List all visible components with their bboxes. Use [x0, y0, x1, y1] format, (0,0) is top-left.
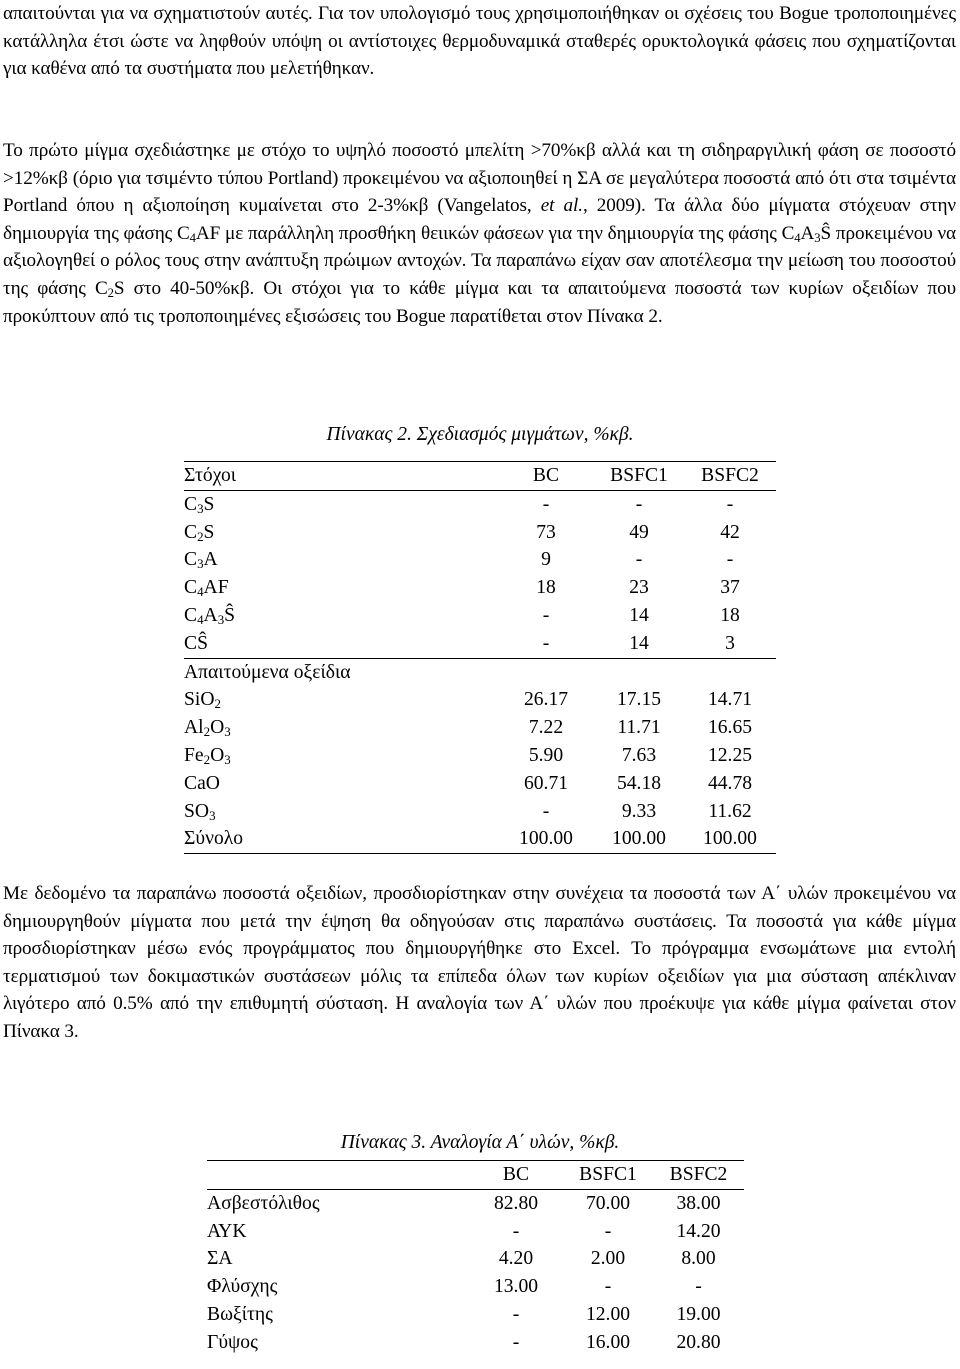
value-cell: 7.63: [621, 744, 657, 766]
subscript: 2: [107, 286, 114, 301]
phase-label: $C_3A$: [184, 549, 218, 572]
value-cell: 82.80: [493, 1192, 539, 1214]
value-cell: 7.22: [528, 717, 564, 739]
phase-label: CŜ: [184, 630, 498, 658]
text-run: A: [800, 222, 815, 244]
paragraph-mix-design: [3, 137, 956, 330]
value-cell: 14.20: [676, 1220, 721, 1242]
table-row: [207, 1245, 744, 1273]
value-cell: 3: [684, 630, 776, 658]
table-row: [207, 1189, 744, 1217]
paragraph-bogue-intro: [3, 0, 956, 83]
value-cell: 5.90: [528, 744, 564, 766]
total-label: Σύνολο: [184, 825, 498, 853]
phase-label: $C_4AF$: [184, 577, 229, 600]
table-row: [207, 1329, 744, 1357]
value-cell: -: [604, 1276, 612, 1298]
material-label: ΑΥΚ: [207, 1220, 247, 1242]
value-cell: 37: [720, 577, 740, 599]
oxide-label: $SO_3$: [184, 800, 216, 823]
material-label: ΣΑ: [207, 1248, 233, 1270]
table-row: [184, 770, 776, 798]
value-cell: 8.00: [681, 1248, 716, 1270]
value-cell: 17.15: [616, 689, 662, 711]
value-cell: 11.62: [708, 800, 752, 822]
value-cell: 9: [541, 549, 551, 571]
value-cell: 49: [629, 521, 649, 543]
table-row: [184, 742, 776, 770]
table2-mix-design: [184, 461, 776, 854]
value-cell: 20.80: [676, 1331, 721, 1353]
value-cell: 11.71: [617, 717, 661, 739]
table-header-row: [207, 1161, 744, 1190]
phase-label: $C_4A_3Ŝ$: [184, 604, 236, 628]
value-cell: -: [512, 1303, 520, 1325]
oxide-label: $Al_2O_3$: [184, 717, 231, 740]
table3-caption: Πίνακας 3. Αναλογία Α΄ υλών, %κβ.: [340, 1132, 620, 1153]
value-cell: -: [635, 493, 643, 515]
section-label: Απαιτούμενα οξείδια: [184, 661, 351, 683]
value-cell: -: [542, 604, 550, 626]
subscript: 3: [814, 230, 821, 245]
value-cell: 44.78: [707, 772, 753, 794]
table-row: [184, 630, 776, 658]
table-row: [184, 519, 776, 547]
value-cell: 19.00: [676, 1303, 721, 1325]
value-cell: -: [604, 1220, 612, 1242]
text-run: Το πρώτο μίγμα σχεδιάστηκε με στόχο το υψηλό ποσοστό μπελίτη >70%κβ αλλά και τη σιδηραργιλική φάση σε ποσοστό >12%κβ (όριο για τσιμέντο τύπου Portland) προκειμένου να αξιοποιηθεί η ΣΑ σε μεγαλύτερα ποσοστά από ότι στα τσιμέντα Portland όπου η αξιοποίηση κυμαίνεται στο 2-3%κβ (Vangelatos,: [3, 140, 956, 217]
material-label: Φλύσχης: [207, 1276, 278, 1298]
value-cell: 12.25: [707, 744, 753, 766]
value-cell: 2.00: [590, 1248, 626, 1270]
table2-caption: Πίνακας 2. Σχεδιασμός μιγμάτων, %κβ.: [326, 424, 634, 445]
table-row: [184, 602, 776, 630]
paragraph-raw-materials: Με δεδομένο τα παραπάνω ποσοστά οξειδίων, προσδιορίστηκαν στην συνέχεια τα ποσοστά των Α΄ υλών προκειμένου να δημιουργηθούν μίγματα που μετά την έψηση θα οδηγούσαν στις παραπάνω συστάσεις. Τα ποσοστά για κάθε μίγμα προσδιορίστηκαν μέσω ενός προγράμματος που δημιουργήθηκε στο Excel. Το πρόγραμμα ενσωμάτωνε μια εντολή τερματισμού των δοκιμαστικών συστάσεων μόλις τα επίπεδα όλων των κυρίων οξειδίων για μια σύσταση απέκλιναν λιγότερο από 0.5% από την επιθυμητή σύσταση. Η αναλογία των Α΄ υλών που προέκυψε για κάθε μίγμα φαίνεται στον Πίνακα 3.: [3, 883, 956, 1042]
header-cell: BC: [469, 1161, 563, 1190]
value-cell: -: [635, 549, 643, 571]
section-row: [184, 658, 776, 686]
value-cell: -: [512, 1220, 520, 1242]
header-cell: BSFC1: [594, 462, 684, 491]
value-cell: -: [726, 549, 734, 571]
material-label: Γύψος: [207, 1331, 258, 1353]
value-cell: 16.65: [707, 717, 753, 739]
value-cell: 100.00: [594, 825, 684, 853]
table-header-row: [184, 462, 776, 491]
value-cell: 18: [536, 577, 556, 599]
value-cell: -: [512, 1331, 520, 1353]
paragraph-text: απαιτούνται για να σχηματιστούν αυτές. Για τον υπολογισμό τους χρησιμοποιήθηκαν οι σχέσεις του Bogue τροποποιημένες κατάλληλα έτσι ώστε να ληφθούν υπόψη οι αντίστοιχες θερμοδυναμικά σταθερές ορυκτολογικά φάσεις που σχηματίζονται για καθένα από τα συστήματα που μελετήθηκαν.: [3, 3, 956, 80]
subscript: 4: [189, 230, 196, 245]
table-row: [184, 574, 776, 602]
value-cell: 54.18: [616, 772, 662, 794]
material-label: Βωξίτης: [207, 1303, 273, 1325]
value-cell: -: [726, 493, 734, 515]
phase-label: $C_2S$: [184, 521, 215, 544]
value-cell: 26.17: [523, 689, 569, 711]
value-cell: 14: [629, 604, 649, 626]
subscript: 4: [794, 230, 801, 245]
header-cell: BSFC1: [563, 1161, 653, 1190]
oxide-label: $Fe_2O_3$: [184, 744, 231, 768]
header-cell: [207, 1161, 469, 1190]
value-cell: 14.71: [707, 689, 753, 711]
table-row: [207, 1301, 744, 1329]
et-al-italic: et al.: [540, 195, 583, 217]
text-run: , 2009). Τα άλλα δύο μίγματα στόχευαν στην δημιουργία της φάσης C: [3, 195, 956, 244]
oxide-label: SiO$_2$: [184, 689, 221, 712]
header-cell: BC: [498, 462, 594, 491]
table-row: [184, 798, 776, 826]
header-cell: Στόχοι: [184, 462, 498, 491]
table3-raw-material-ratio: [207, 1160, 744, 1357]
table-row: [207, 1218, 744, 1246]
table-row: [207, 1273, 744, 1301]
value-cell: 14: [594, 630, 684, 658]
value-cell: 73: [536, 521, 556, 543]
header-cell: BSFC2: [684, 462, 776, 491]
value-cell: -: [542, 800, 550, 822]
text-run: AF με παράλληλη προσθήκη θειικών φάσεων για την δημιουργία της φάσης C: [195, 222, 795, 244]
value-cell: 23: [629, 577, 649, 599]
value-cell: 4.20: [498, 1248, 534, 1270]
value-cell: 13.00: [493, 1276, 539, 1298]
value-cell: 16.00: [585, 1331, 631, 1353]
value-cell: 70.00: [585, 1192, 631, 1214]
table-row: [184, 490, 776, 518]
value-cell: 9.33: [621, 800, 657, 822]
value-cell: 12.00: [585, 1303, 631, 1325]
value-cell: -: [498, 630, 594, 658]
text-run: Ŝ προκειμένου να αξιολογηθεί ο ρόλος τους στην ανάπτυξη πρώιμων αντοχών. Τα παραπάνω είχαν σαν αποτέλεσμα την μείωση του ποσοστού της φάσης C: [3, 222, 956, 299]
table-total-row: [184, 825, 776, 853]
value-cell: 100.00: [498, 825, 594, 853]
table-row: [184, 714, 776, 742]
text-run: S στο 40-50%κβ. Οι στόχοι για το κάθε μίγμα και τα απαιτούμενα ποσοστά των κυρίων οξειδίων που προκύπτουν από τις τροποποιημένες εξισώσεις του Bogue παρατίθεται στον Πίνακα 2.: [3, 277, 956, 327]
value-cell: 38.00: [676, 1192, 721, 1214]
table-row: [184, 546, 776, 574]
material-label: Ασβεστόλιθος: [207, 1192, 320, 1214]
value-cell: 18: [720, 604, 740, 626]
phase-label: $C_3S$: [184, 493, 215, 517]
value-cell: -: [542, 493, 550, 515]
value-cell: 60.71: [523, 772, 569, 794]
value-cell: 100.00: [684, 825, 776, 853]
header-cell: BSFC2: [653, 1161, 744, 1190]
table-row: [184, 686, 776, 714]
oxide-label: CaO: [184, 772, 220, 794]
value-cell: 42: [720, 521, 740, 543]
value-cell: -: [695, 1276, 702, 1298]
